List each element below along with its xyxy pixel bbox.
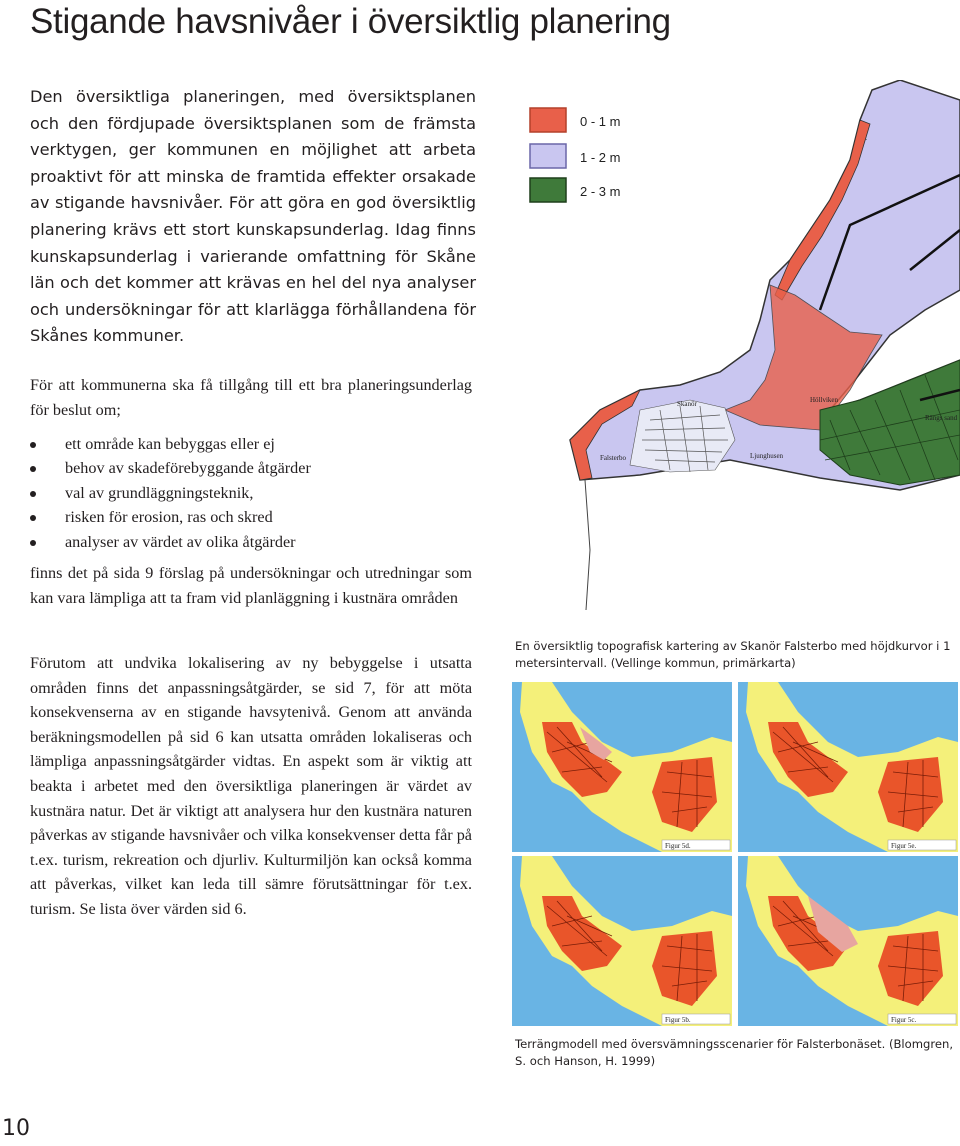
planning-basis-paragraph: För att kommunerna ska få tillgång till ett bra planeringsunderlag för beslut om; — [30, 376, 472, 419]
page-number: 10 — [2, 1116, 30, 1141]
page-title: Stigande havsnivåer i översiktlig planering — [30, 2, 671, 41]
list-item: behov av skadeförebyggande åtgärder — [30, 456, 311, 480]
intro-paragraph: Den översiktliga planeringen, med översiktsplanen och den fördjupade översiktsplanen som de främsta verktygen, ger kommunen en möjlighet att arbeta proaktivt för att minska de framtida effekter orsakade av stigande havsnivåer. För att göra en god översiktlig planering krävs ett stort kunskapsunderlag. Idag finns kunskapsunderlag i varierande omfattning för Skåne län och det kommer att krävas en hel del nya analyser och undersökningar för att klarlägga förhållandena för Skånes kommuner. — [30, 87, 476, 346]
legend-label-1-2m: 1 - 2 m — [580, 150, 621, 165]
flood-panel-5e — [738, 682, 958, 852]
suggestions-paragraph: finns det på sida 9 förslag på undersökningar och utredningar som kan vara lämpliga att ta fram vid planläggning i kustnära områden — [30, 564, 472, 607]
list-item: val av grundläggningsteknik, — [30, 481, 311, 505]
place-label-skanor: Skanör — [677, 400, 697, 408]
place-label-rangs-sand: Rängs sand — [925, 414, 958, 422]
legend-swatch-1-2m — [530, 144, 566, 168]
legend-swatch-2-3m — [530, 178, 566, 202]
svg-text:Figur 5e.: Figur 5e. — [891, 842, 917, 850]
svg-text:Figur 5d.: Figur 5d. — [665, 842, 691, 850]
legend-label-0-1m: 0 - 1 m — [580, 114, 621, 129]
flood-scenario-figure — [512, 682, 960, 1027]
list-item: ett område kan bebyggas eller ej — [30, 432, 311, 456]
terrain-model-caption: Terrängmodell med översvämningsscenarier för Falsterbonäset. (Blomgren, S. och Hanson, H. 1999) — [515, 1037, 954, 1068]
bullet-icon — [30, 515, 36, 521]
adaptation-paragraph: Förutom att undvika lokalisering av ny bebyggelse i utsatta områden finns det anpassningsåtgärder, se sid 7, för att möta konsekvenserna av en stigande havsytenivå. Genom att använda beräkningsmodellen på sid 6 kan utsatta områden lokaliseras och lämpliga anpassningsåtgärder vidtas. En aspekt som är viktig att beakta i arbetet med den översiktliga planeringen är värdet av kustnära natur. Det är viktigt att analysera hur den kustnära naturen påverkas av stigande havsnivåer och vilka konsekvenser detta får på t.ex. turism, rekreation och djurliv. Kulturmiljön kan också komma att påverkas, vilket kan leda till sämre förutsättningar för t.ex. turism. Se lista över värden sid 6. — [30, 654, 472, 918]
map-caption: En översiktlig topografisk kartering av Skanör Falsterbo med höjdkurvor i 1 metersintervall. (Vellinge kommun, primärkarta) — [515, 639, 951, 670]
topographic-map-figure — [520, 80, 960, 610]
list-item: risken för erosion, ras och skred — [30, 505, 311, 529]
bullet-icon — [30, 540, 36, 546]
place-label-falsterbo: Falsterbo — [600, 454, 627, 462]
flood-panel-5d — [512, 682, 732, 852]
place-label-ljunghusen: Ljunghusen — [750, 452, 784, 460]
svg-text:Figur 5b.: Figur 5b. — [665, 1016, 691, 1024]
decision-bullet-list — [30, 432, 311, 554]
bullet-icon — [30, 491, 36, 497]
bullet-icon — [30, 442, 36, 448]
legend-label-2-3m: 2 - 3 m — [580, 184, 621, 199]
list-item: analyser av värdet av olika åtgärder — [30, 530, 311, 554]
flood-panel-5c — [738, 856, 958, 1026]
place-label-hollviken: Höllviken — [810, 396, 838, 404]
flood-panel-5b — [512, 856, 732, 1026]
legend-swatch-0-1m — [530, 108, 566, 132]
svg-text:·: · — [865, 136, 868, 144]
svg-text:Figur 5c.: Figur 5c. — [891, 1016, 917, 1024]
bullet-icon — [30, 466, 36, 472]
